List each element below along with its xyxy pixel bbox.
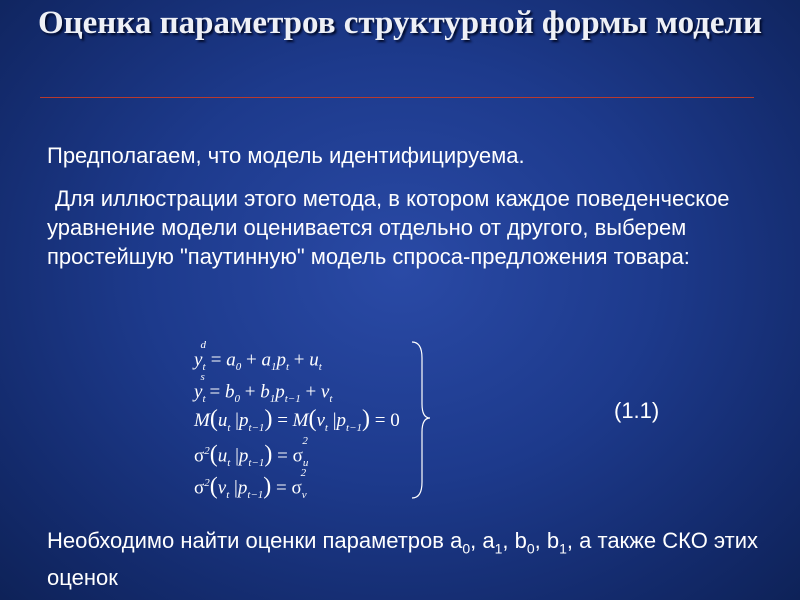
title-divider	[40, 97, 754, 98]
conclusion-part: , b	[502, 528, 527, 553]
equation-supply: $y_t^s = b_0 + b_1p_{t-1} + v_t$	[194, 371, 333, 406]
conclusion-text	[47, 526, 767, 592]
equation-variance-u: $\sigma^2(u_t$ $|p_{t-1}) = \sigma_u^2$	[194, 435, 309, 470]
conclusion-part: , b	[534, 528, 560, 553]
right-brace-icon	[190, 338, 440, 502]
conclusion-part: , a	[470, 528, 495, 553]
subscript: 1	[494, 540, 503, 557]
subscript: 0	[526, 540, 535, 557]
method-description: Для иллюстрации этого метода, в котором каждое поведенческое уравнение модели оценивается отдельно от другого, выберем простейшую "паутинную" модель спроса-предложения товара:	[47, 186, 730, 269]
subscript: 1	[559, 540, 567, 557]
assumption-text: Предполагаем, что модель идентифицируема.	[47, 143, 525, 168]
conclusion-part: , а также СКО этих оценок	[47, 528, 759, 591]
equation-expectation: $M(u_t$ $|p_{t-1}) = M(v_t$ $|p_{t-1}) = 0$	[194, 406, 400, 434]
equation-demand: $y_t^d = a_0 + a_1p_t + u_t$	[194, 339, 322, 374]
conclusion-prefix: Необходимо найти оценки параметров a	[47, 528, 463, 553]
equation-system	[190, 338, 440, 502]
slide-title: Оценка параметров структурной формы модели	[37, 5, 763, 41]
subscript: 0	[462, 540, 471, 557]
equation-variance-v: $\sigma^2(v_t$ $|p_{t-1}) = \sigma_v^2$	[194, 467, 307, 502]
equation-number: (1.1)	[614, 398, 660, 423]
